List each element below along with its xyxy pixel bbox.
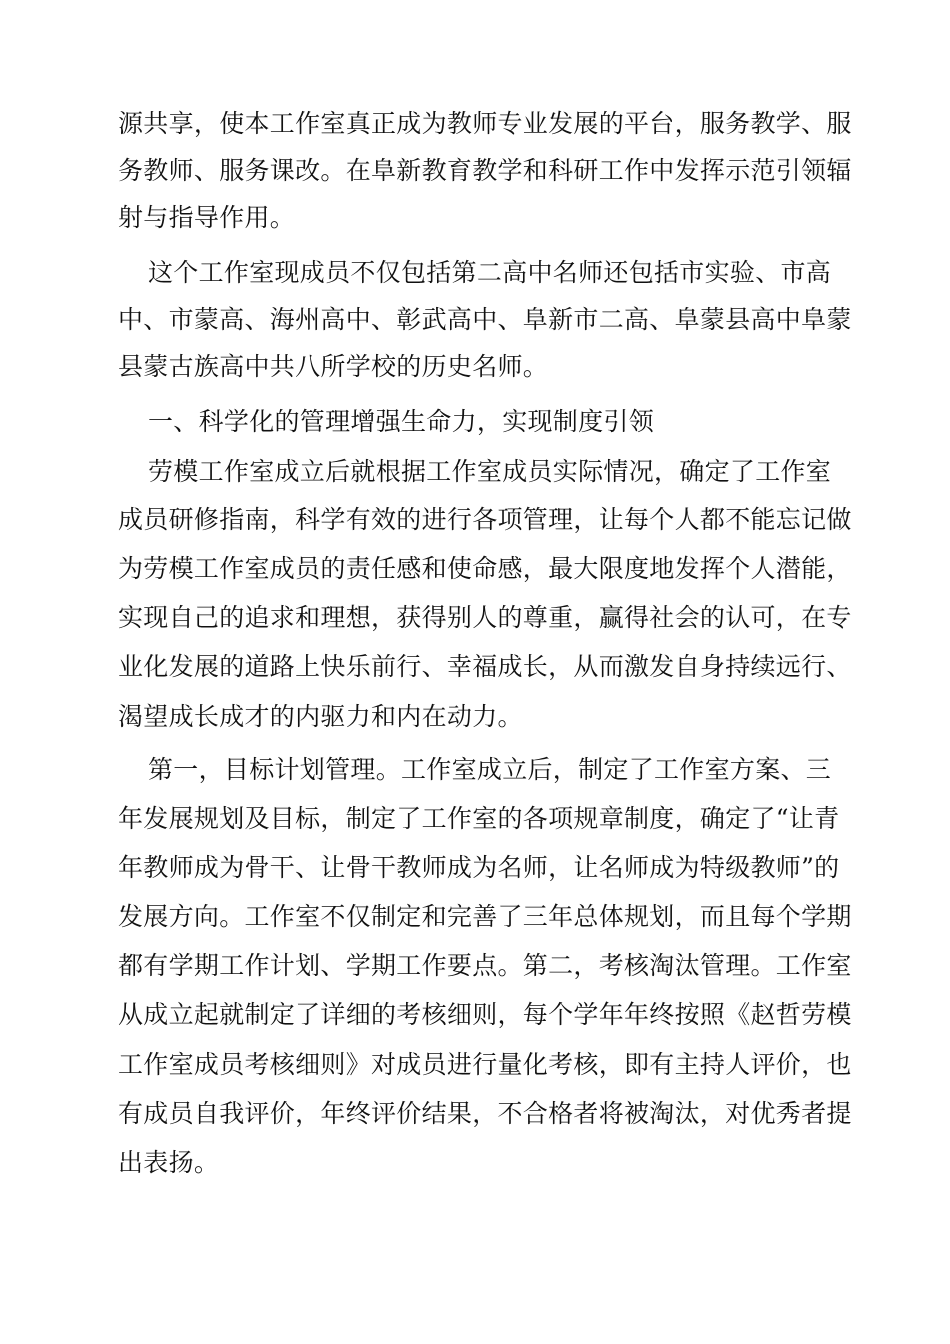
paragraph-2-line-1: 这个工作室现成员不仅包括第二高中名师还包括市实验、市高 bbox=[148, 258, 832, 287]
paragraph-4-line-4: 发展方向。工作室不仅制定和完善了三年总体规划，而且每个学期 bbox=[118, 902, 852, 931]
paragraph-4-line-1: 第一，目标计划管理。工作室成立后，制定了工作室方案、三 bbox=[148, 755, 832, 784]
paragraph-1-line-2: 务教师、服务课改。在阜新教育教学和科研工作中发挥示范引领辐 bbox=[118, 156, 852, 185]
paragraph-3-line-1: 劳模工作室成立后就根据工作室成员实际情况，确定了工作室 bbox=[148, 457, 832, 486]
paragraph-3-line-3: 为劳模工作室成员的责任感和使命感，最大限度地发挥个人潜能， bbox=[118, 554, 852, 583]
paragraph-4-line-7: 工作室成员考核细则》对成员进行量化考核，即有主持人评价，也 bbox=[118, 1050, 852, 1079]
paragraph-4-line-3: 年教师成为骨干、让骨干教师成为名师，让名师成为特级教师”的 bbox=[118, 853, 840, 882]
paragraph-2-line-2: 中、市蒙高、海州高中、彰武高中、阜新市二高、阜蒙县高中阜蒙 bbox=[118, 305, 852, 334]
paragraph-2-line-3: 县蒙古族高中共八所学校的历史名师。 bbox=[118, 352, 549, 381]
paragraph-4-line-9: 出表扬。 bbox=[118, 1148, 220, 1177]
paragraph-1-line-3: 射与指导作用。 bbox=[118, 203, 296, 232]
paragraph-3-line-5: 业化发展的道路上快乐前行、幸福成长，从而激发自身持续远行、 bbox=[118, 652, 852, 681]
paragraph-4-line-6: 从成立起就制定了详细的考核细则，每个学年年终按照《赵哲劳模 bbox=[118, 1000, 852, 1029]
paragraph-3-line-4: 实现自己的追求和理想，获得别人的尊重，赢得社会的认可，在专 bbox=[118, 603, 852, 632]
paragraph-4-line-5: 都有学期工作计划、学期工作要点。第二，考核淘汰管理。工作室 bbox=[118, 951, 852, 980]
paragraph-3-line-6: 渴望成长成才的内驱力和内在动力。 bbox=[118, 702, 523, 731]
paragraph-4-line-8: 有成员自我评价，年终评价结果，不合格者将被淘汰，对优秀者提 bbox=[118, 1099, 852, 1128]
paragraph-1-line-1: 源共享，使本工作室真正成为教师专业发展的平台，服务教学、服 bbox=[118, 109, 852, 138]
section-heading: 一、科学化的管理增强生命力，实现制度引领 bbox=[148, 407, 655, 436]
paragraph-4-line-2: 年发展规划及目标，制定了工作室的各项规章制度，确定了“让青 bbox=[118, 804, 840, 833]
paragraph-3-line-2: 成员研修指南，科学有效的进行各项管理，让每个人都不能忘记做 bbox=[118, 505, 852, 534]
